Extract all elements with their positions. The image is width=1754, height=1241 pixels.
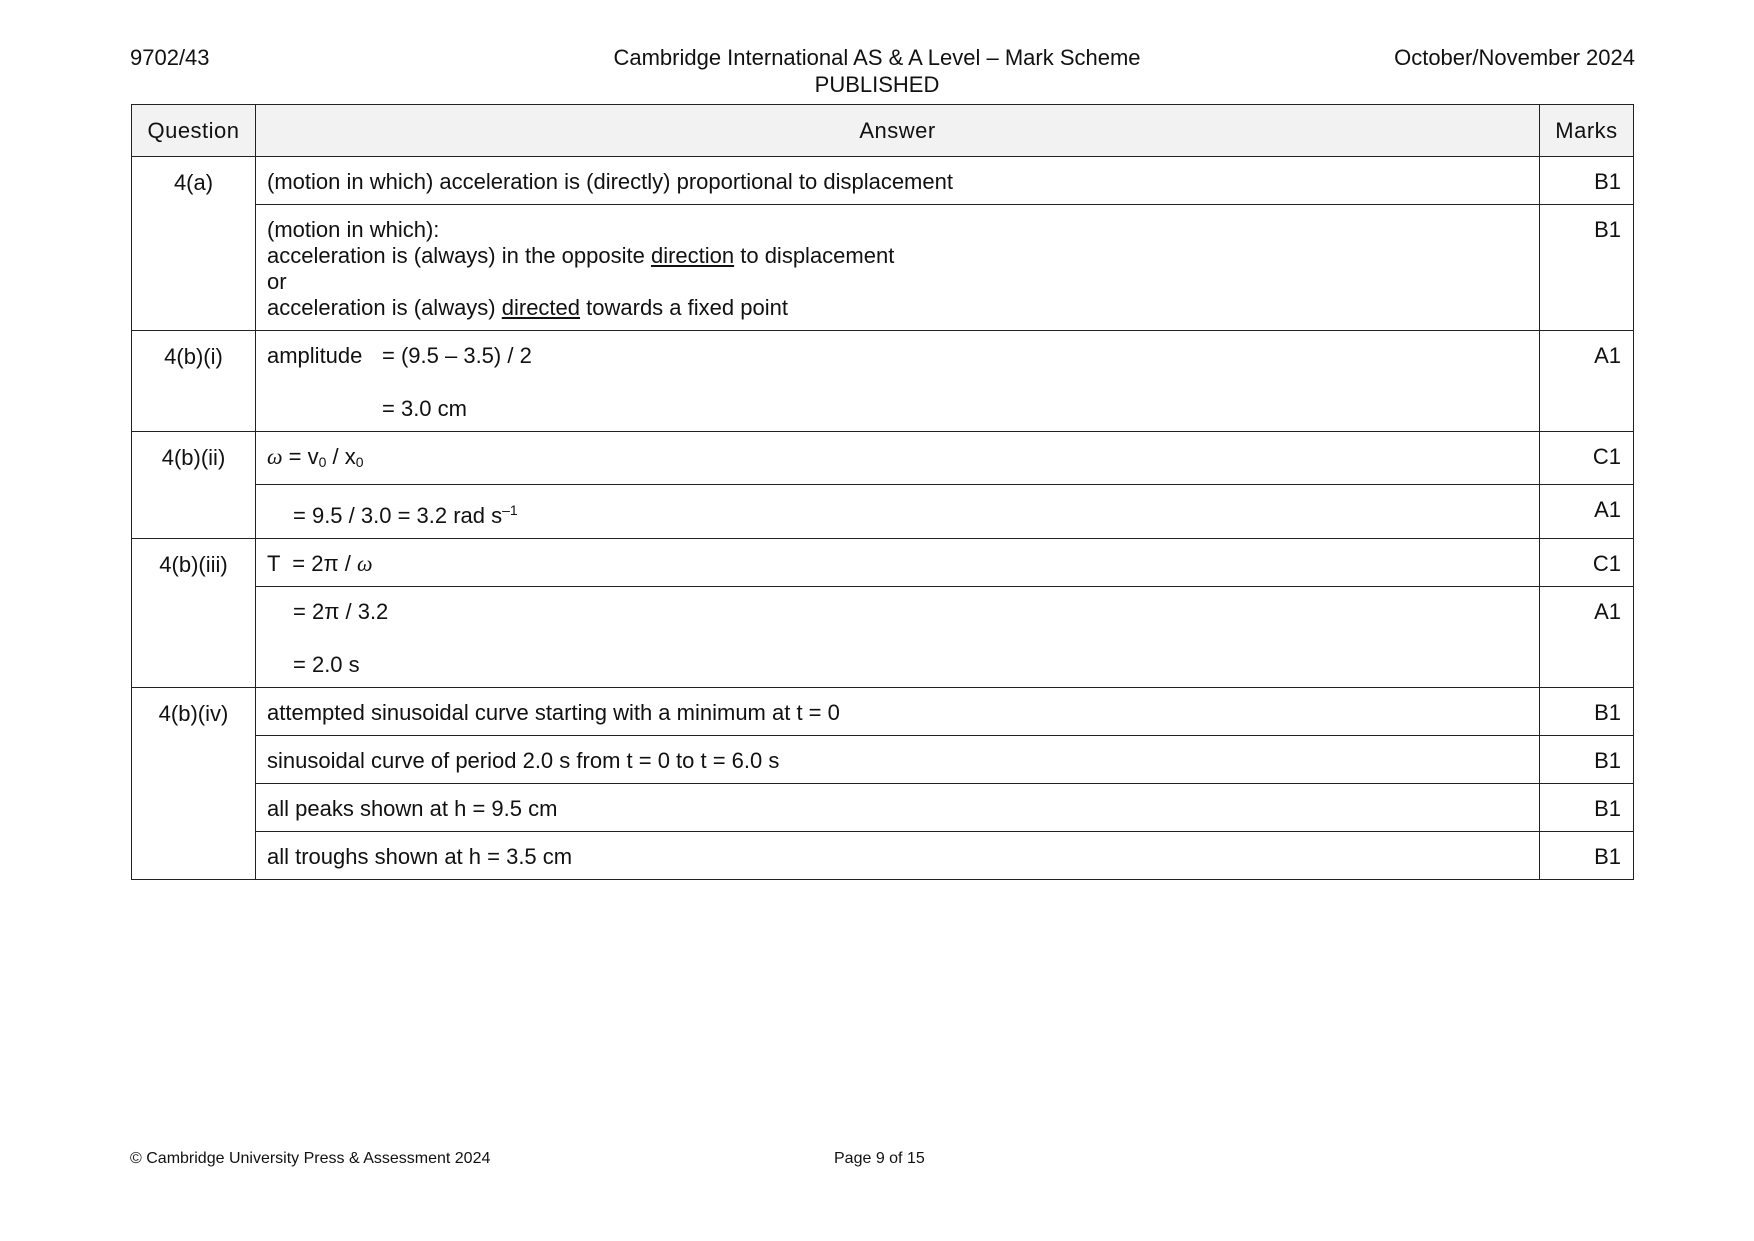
table-row — [132, 784, 1634, 832]
answer-line: = 3.0 cm — [382, 396, 467, 421]
table-row — [132, 205, 1634, 331]
answer-cell: = 9.5 / 3.0 = 3.2 rad $s^{-1}$ — [256, 485, 1540, 539]
mark-cell: B1 — [1540, 832, 1634, 880]
mark-cell: B1 — [1540, 157, 1634, 205]
answer-line: acceleration is (always) in the opposite direction to displacement — [267, 243, 895, 268]
mark-cell: A1 — [1540, 331, 1634, 432]
answer-cell: all troughs shown at h = 3.5 cm — [256, 832, 1540, 880]
mark-cell: B1 — [1540, 688, 1634, 736]
copyright-notice: © Cambridge University Press & Assessment 2024 — [130, 1150, 491, 1167]
answer-header: Answer — [256, 105, 1540, 157]
mark-scheme-table — [131, 104, 1634, 880]
answer-cell: all peaks shown at h = 9.5 cm — [256, 784, 1540, 832]
question-label: 4(b)(iii) — [132, 539, 256, 688]
answer-line: acceleration is (always) directed towards a fixed point — [267, 295, 788, 320]
answer-cell: $\omega = v_0 / x_0$ — [256, 432, 1540, 485]
underlined-keyword: directed — [501, 295, 581, 320]
paper-code: 9702/43 — [130, 45, 210, 70]
title-text: Cambridge International AS & A Level – Mark Scheme — [613, 45, 1141, 70]
answer-line: or — [267, 269, 287, 294]
answer-line: (motion in which): — [267, 217, 440, 242]
question-label: 4(b)(i) — [132, 331, 256, 432]
answer-cell: (motion in which) acceleration is (directly) proportional to displacement — [256, 157, 1540, 205]
answer-cell: T = 2π / ω — [256, 539, 1540, 587]
answer-line: amplitude = (9.5 – 3.5) / 2 — [267, 343, 532, 368]
answer-line: = 2π / 3.2 — [293, 599, 389, 624]
question-header: Question — [132, 105, 256, 157]
question-label: 4(b)(ii) — [132, 432, 256, 539]
mark-cell: C1 — [1540, 539, 1634, 587]
question-label: 4(a) — [132, 157, 256, 331]
mark-cell: B1 — [1540, 205, 1634, 331]
table-row — [132, 432, 1634, 485]
underlined-keyword: direction — [650, 243, 735, 268]
table-header-row — [132, 105, 1634, 157]
answer-cell — [256, 205, 1540, 331]
table-row — [132, 736, 1634, 784]
marks-header: Marks — [1540, 105, 1634, 157]
mark-cell: A1 — [1540, 587, 1634, 688]
answer-line: = 2.0 s — [293, 652, 360, 677]
question-label: 4(b)(iv) — [132, 688, 256, 880]
mark-cell: B1 — [1540, 784, 1634, 832]
table-row — [132, 832, 1634, 880]
table-row — [132, 157, 1634, 205]
answer-cell: attempted sinusoidal curve starting with a minimum at t = 0 — [256, 688, 1540, 736]
answer-cell — [256, 331, 1540, 432]
exam-session: October/November 2024 — [1394, 45, 1635, 70]
answer-cell — [256, 587, 1540, 688]
mark-cell: B1 — [1540, 736, 1634, 784]
omega-symbol: ω — [267, 444, 283, 469]
page-number: Page 9 of 15 — [834, 1150, 925, 1167]
answer-cell: sinusoidal curve of period 2.0 s from t = 0 to t = 6.0 s — [256, 736, 1540, 784]
table-row — [132, 587, 1634, 688]
mark-cell: A1 — [1540, 485, 1634, 539]
mark-cell: C1 — [1540, 432, 1634, 485]
omega-symbol: ω — [356, 551, 373, 576]
table-row — [132, 485, 1634, 539]
status-text: PUBLISHED — [814, 72, 940, 97]
table-row — [132, 331, 1634, 432]
table-row — [132, 688, 1634, 736]
table-row — [132, 539, 1634, 587]
